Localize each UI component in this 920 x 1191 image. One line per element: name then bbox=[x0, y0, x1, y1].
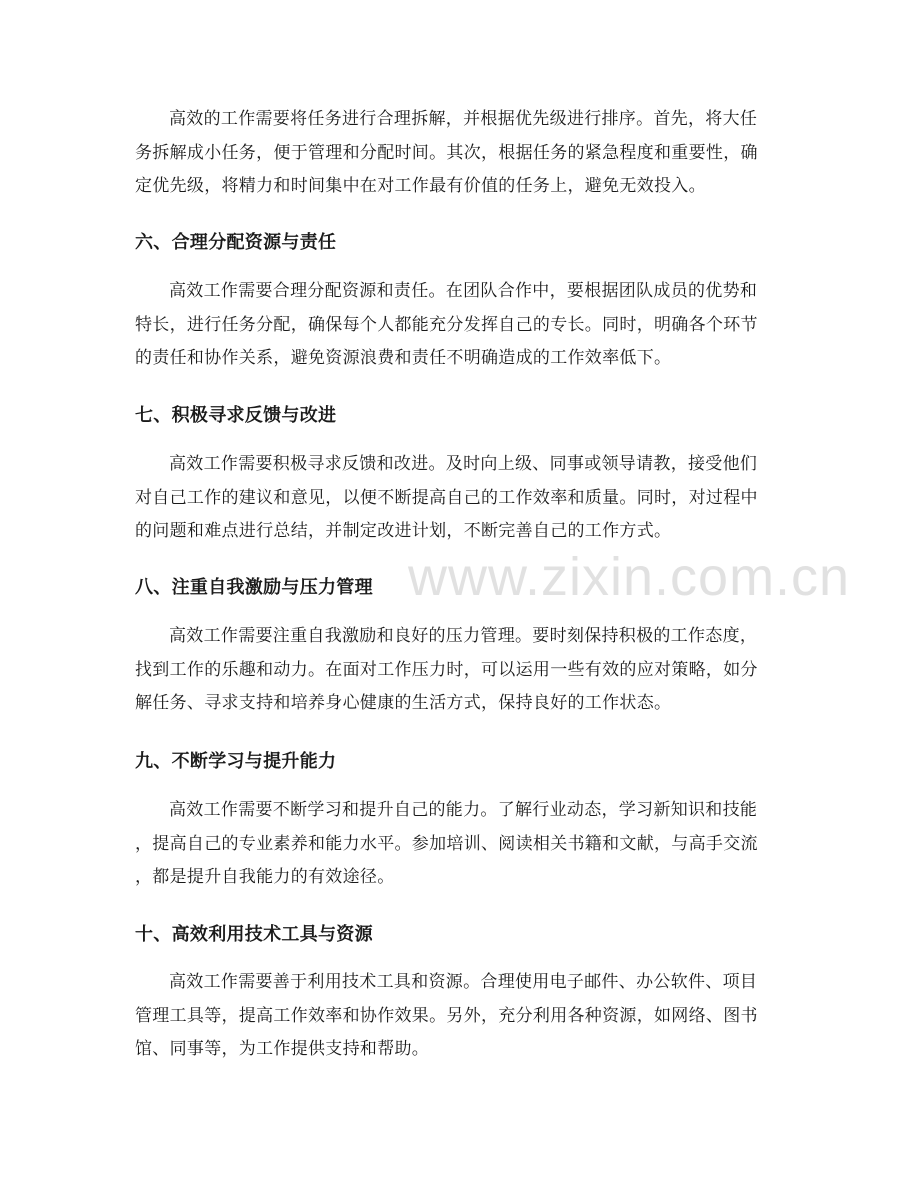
section-6-heading: 六、合理分配资源与责任 bbox=[135, 232, 337, 253]
section-7-paragraph: 高效工作需要积极寻求反馈和改进。及时向上级、同事或领导请教，接受他们 对自己工作的建议和意见，以便不断提高自己的工作效率和质量。同时，对过程中 的问题和难点进行总结，并制定改进计划，不断完善自己的工作方式。 bbox=[135, 454, 758, 541]
section-10-heading: 十、高效利用技术工具与资源 bbox=[135, 924, 373, 945]
section-6-paragraph: 高效工作需要合理分配资源和责任。在团队合作中，要根据团队成员的优势和 特长，进行任务分配，确保每个人都能充分发挥自己的专长。同时，明确各个环节 的责任和协作关系，避免资源浪费和责任不明确造成的工作效率低下。 bbox=[135, 281, 758, 368]
section-9-heading: 九、不断学习与提升能力 bbox=[135, 751, 337, 772]
watermark: www.zixin.com.cn bbox=[408, 547, 851, 607]
section-8-heading: 八、注重自我激励与压力管理 bbox=[135, 577, 373, 598]
intro-paragraph: 高效的工作需要将任务进行合理拆解，并根据优先级进行排序。首先，将大任 务拆解成小任务，便于管理和分配时间。其次，根据任务的紧急程度和重要性，确 定优先级，将精力和时间集中在对工作最有价值的任务上，避免无效投入。 bbox=[135, 109, 758, 196]
section-9-paragraph: 高效工作需要不断学习和提升自己的能力。了解行业动态，学习新知识和技能 ，提高自己的专业素养和能力水平。参加培训、阅读相关书籍和文献，与高手交流 ，都是提升自我能力的有效途径。 bbox=[135, 800, 758, 887]
section-8-paragraph: 高效工作需要注重自我激励和良好的压力管理。要时刻保持积极的工作态度， 找到工作的乐趣和动力。在面对工作压力时，可以运用一些有效的应对策略，如分 解任务、寻求支持和培养身心健康的生活方式，保持良好的工作状态。 bbox=[135, 626, 758, 713]
section-7-heading: 七、积极寻求反馈与改进 bbox=[135, 405, 337, 426]
section-10-paragraph: 高效工作需要善于利用技术工具和资源。合理使用电子邮件、办公软件、项目 管理工具等，提高工作效率和协作效果。另外，充分利用各种资源，如网络、图书 馆、同事等，为工作提供支持和帮助。 bbox=[135, 972, 758, 1059]
